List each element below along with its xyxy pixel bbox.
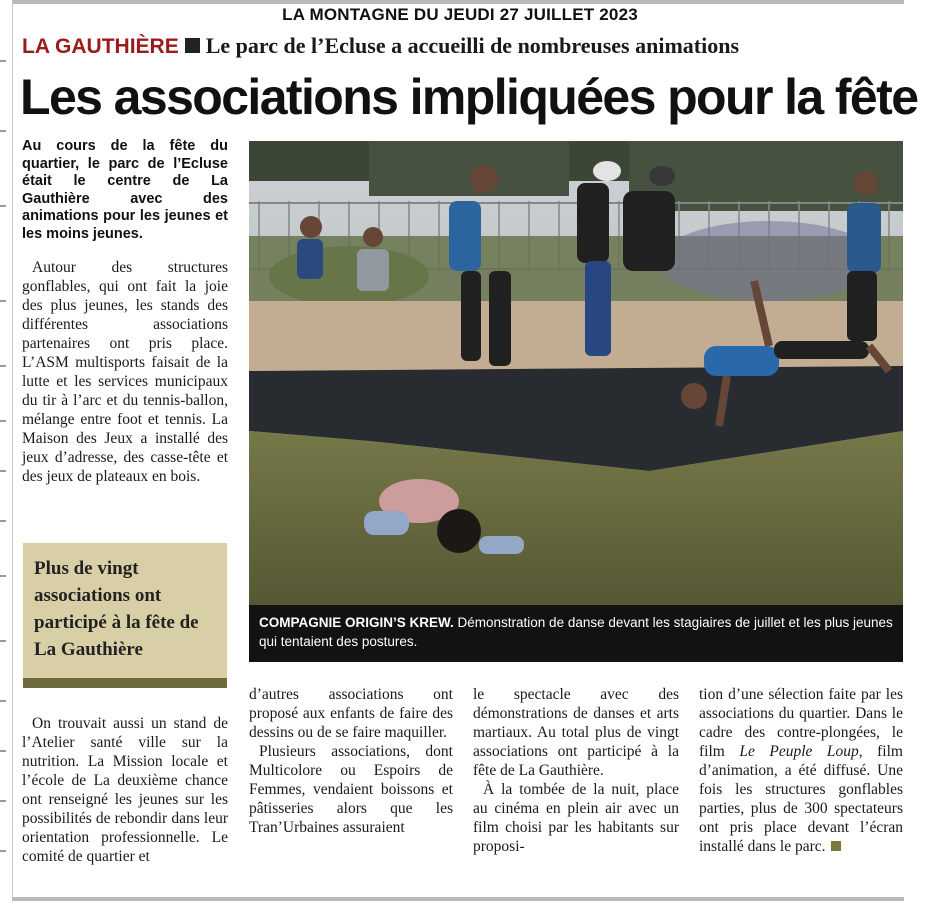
- frame-left-rule: [12, 0, 13, 901]
- kicker-subtitle: Le parc de l’Ecluse a accueilli de nombreuses animations: [205, 33, 740, 58]
- film-title: Le Peuple Loup: [739, 743, 859, 760]
- kicker-place: LA GAUTHIÈRE: [22, 35, 179, 58]
- frame-top-rule: [12, 0, 904, 4]
- pull-quote: [23, 543, 227, 688]
- frame-bottom-rule: [12, 897, 904, 901]
- masthead: LA MONTAGNE DU JEUDI 27 JUILLET 2023: [282, 5, 638, 24]
- body-column-4: [699, 685, 903, 856]
- body-column-2-paragraph-1: d’autres associations ont proposé aux enfants de faire des dessins ou de se faire maquiller.: [249, 686, 453, 741]
- article-photo: [249, 141, 903, 605]
- section-square-icon: [185, 38, 200, 53]
- headline: Les associations impliquées pour la fête: [20, 69, 918, 125]
- body-column-4-paragraph-1: tion d’une sélection faite par les associations du quartier. Dans le cadre des contre-plongées, le film Le Peuple Loup, film d’animation, a été diffusé. Une fois les structures gonflables parties, plus de 300 spectateurs ont pris place devant l’écran installé dans le parc.: [699, 686, 903, 855]
- body-column-2: [249, 685, 453, 837]
- caption-credit: COMPAGNIE ORIGIN’S KREW.: [259, 615, 454, 630]
- body-column-3-paragraph-1: le spectacle avec des démonstrations de danses et arts martiaux. Au total plus de vingt associations ont participé à la fête de La Gauthière.: [473, 686, 679, 779]
- caption-text: Démonstration de danse devant les stagiaires de juillet et les plus jeunes qui tentaient des postures.: [259, 615, 893, 649]
- pull-quote-text: Plus de vingt associations ont participé à la fête de La Gauthière: [34, 558, 199, 660]
- pull-quote-bar: [23, 678, 227, 688]
- chapo: Au cours de la fête du quartier, le parc de l’Ecluse était le centre de La Gauthière avec des animations pour les jeunes et les moins jeunes.: [22, 138, 228, 242]
- adjacent-column-edge: [0, 0, 8, 909]
- body-column-2-paragraph-2: Plusieurs associations, dont Multicolore ou Espoirs de Femmes, vendaient boissons et pâtisseries alors que les Tran’Urbaines assuraient: [249, 743, 453, 836]
- body-column-3-paragraph-2: À la tombée de la nuit, place au cinéma en plein air avec un film choisi par les habitants sur proposi-: [473, 781, 679, 855]
- kicker: [22, 33, 739, 59]
- body-column-1-top: Autour des structures gonflables, qui ont fait la joie des plus jeunes, les stands des différentes associations partenaires ont pris place. L’ASM multisports faisait de la lutte et les services municipaux du tir à l’arc et du tennis-ballon, mélange entre foot et tennis. La Maison des Jeux a installé des jeux d’adresse, des casse-tête et des jeux de plateaux en bois.: [22, 259, 228, 485]
- end-square-icon: [831, 841, 841, 851]
- photo-caption: [249, 605, 903, 662]
- body-column-1-bottom: On trouvait aussi un stand de l’Atelier santé ville sur la nutrition. La Mission locale et l’école de La deuxième chance ont renseigné les jeunes sur les possibilités de rebondir dans leur orientation professionnelle. Le comité de quartier et: [22, 715, 228, 865]
- body-column-3: [473, 685, 679, 856]
